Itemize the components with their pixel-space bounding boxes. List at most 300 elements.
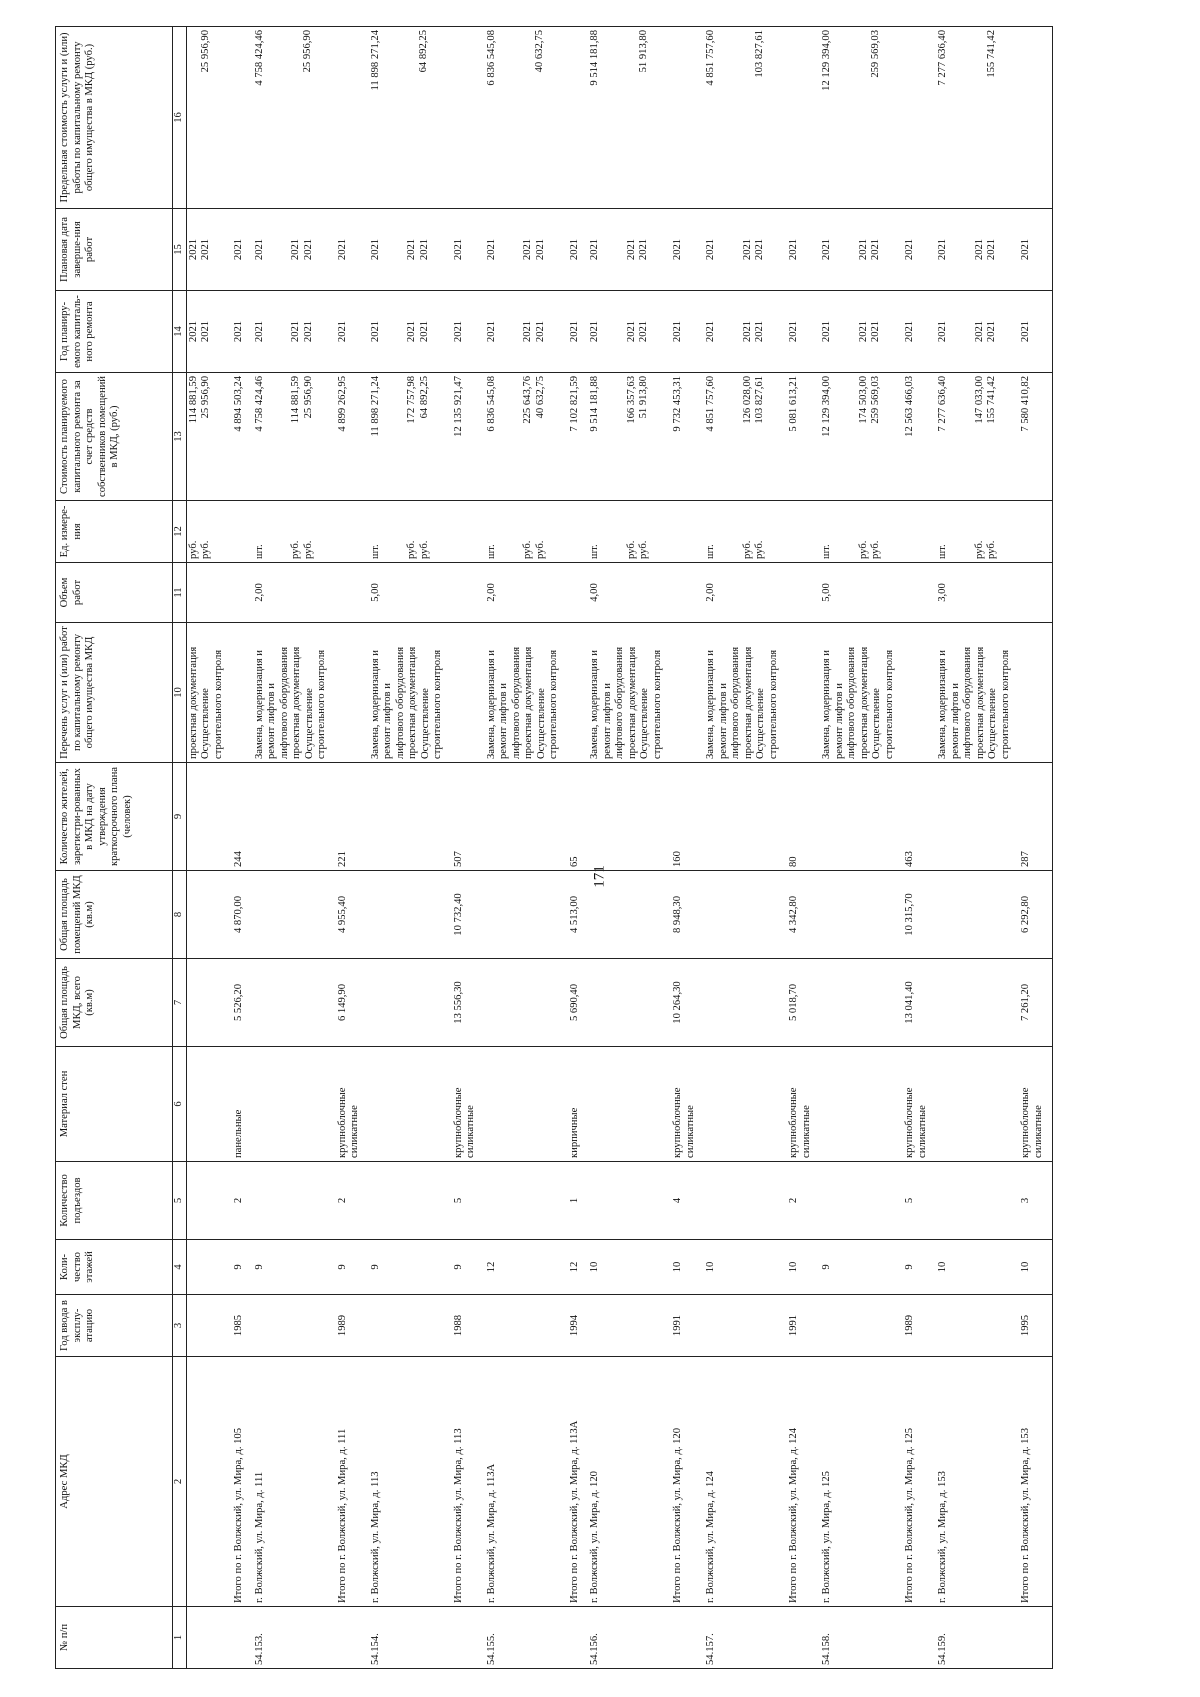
planned-cost-line: 114 881,59 (187, 376, 199, 424)
unit-line (394, 504, 406, 559)
unit-line: руб. (857, 540, 869, 559)
planned-year (903, 291, 930, 373)
work-list-line: лифтового оборудования (730, 646, 741, 759)
row-number (787, 1607, 814, 1669)
completion-year-line: 2021 (986, 238, 997, 261)
limit-cost (704, 27, 781, 209)
column-number: 11 (173, 563, 187, 623)
limit-cost-line (278, 30, 290, 205)
work-list (232, 623, 247, 763)
planned-year (485, 291, 562, 373)
limit-cost-line (522, 30, 534, 205)
planned-cost-line (883, 376, 895, 497)
work-list-line: строительного контроля (212, 649, 224, 759)
limit-cost-line (788, 30, 800, 205)
work-list (568, 623, 583, 763)
column-number: 14 (173, 291, 187, 373)
work-list-line: Осуществление (871, 688, 882, 759)
work-list (820, 623, 897, 763)
planned-year-line (950, 294, 962, 369)
completion-year-line (950, 212, 962, 287)
planned-cost-line (394, 376, 406, 497)
work-list (671, 623, 698, 763)
planned-year-line (498, 294, 510, 369)
entrances-count (485, 1162, 562, 1240)
planned-year-line (718, 294, 730, 369)
completion-year-line (278, 212, 290, 287)
limit-cost (186, 27, 226, 209)
premises-area: 8 948,30 (671, 871, 698, 959)
planned-year-line (266, 294, 278, 369)
work-list-line: лифтового оборудования (846, 646, 857, 759)
work-volume (903, 563, 930, 623)
wall-material (485, 1047, 562, 1162)
limit-cost-line: 25 956,90 (302, 30, 313, 73)
completion-year-line: 2021 (452, 238, 464, 261)
column-header: Ед. измере-ния (56, 501, 173, 563)
work-list-line: Замена, модернизация и (253, 650, 265, 759)
planned-cost (903, 373, 930, 501)
planned-cost-line (730, 376, 742, 497)
work-list-line: Замена, модернизация и (485, 650, 497, 759)
planned-cost-line: 225 643,76 (522, 376, 533, 424)
table-row (704, 27, 781, 1669)
completion-year (671, 209, 698, 291)
wall-material: крупноблочные силикатные (903, 1047, 930, 1162)
spacer-cell (1046, 373, 1053, 501)
limit-cost-line (431, 30, 443, 205)
work-list (336, 623, 363, 763)
limit-cost (787, 27, 814, 209)
work-list (936, 623, 1013, 763)
work-list-line: Замена, модернизация и (821, 650, 832, 759)
completion-year-line: 2021 (937, 238, 948, 261)
floors-count: 9 (903, 1240, 930, 1295)
floors-count: 10 (1019, 1240, 1046, 1295)
unit-line: руб. (870, 540, 881, 559)
completion-year (568, 209, 583, 291)
work-volume (452, 563, 479, 623)
unit (671, 501, 698, 563)
planned-year-line: 2021 (672, 320, 683, 343)
planned-cost (936, 373, 1013, 501)
commission-year (369, 1295, 446, 1357)
floors-count: 9 (820, 1240, 897, 1295)
work-volume-line: 3,00 (937, 583, 948, 602)
planned-year-line: 2021 (290, 320, 301, 343)
address: Итого по г. Волжский, ул. Мира, д. 153 (1019, 1357, 1046, 1607)
column-header: Общая площадь помещений МКД (кв.м) (56, 871, 173, 959)
completion-year-line: 2021 (741, 238, 753, 261)
column-header: Год планиру-емого капиталь-ного ремонта (56, 291, 173, 373)
planned-cost-line: 114 881,59 (290, 376, 301, 424)
planned-cost-line: 259 569,03 (870, 376, 881, 424)
total-area (704, 959, 781, 1047)
work-volume (671, 563, 698, 623)
column-header: Год ввода в эксплу-атацию (56, 1295, 173, 1357)
planned-year-line: 2021 (904, 320, 915, 343)
completion-year (485, 209, 562, 291)
completion-year-line: 2021 (754, 238, 765, 261)
planned-cost-line: 12 135 921,47 (452, 376, 464, 437)
limit-cost-line (315, 30, 327, 205)
work-list-line: проектная документация (974, 646, 986, 759)
work-list-line: проектная документация (407, 646, 418, 759)
commission-year: 1995 (1019, 1295, 1046, 1357)
limit-cost (568, 27, 583, 209)
completion-year-line: 2021 (625, 238, 637, 261)
limit-cost-line (453, 30, 465, 205)
completion-year-line (213, 212, 225, 287)
unit-line (498, 504, 510, 559)
column-number: 5 (173, 1162, 187, 1240)
entrances-count (936, 1162, 1013, 1240)
planned-cost (369, 373, 446, 501)
planned-year (671, 291, 698, 373)
planned-cost-line: 11 898 271,24 (369, 376, 381, 437)
completion-year-line: 2021 (788, 238, 799, 261)
planned-year-line: 2021 (973, 320, 985, 343)
limit-cost-line (266, 30, 278, 205)
column-number: 4 (173, 1240, 187, 1295)
total-area: 5 526,20 (232, 959, 247, 1047)
spacer-cell (1046, 623, 1053, 763)
completion-year-line: 2021 (302, 238, 314, 261)
completion-year-line (730, 212, 742, 287)
limit-cost-line (406, 30, 418, 205)
floors-count: 9 (452, 1240, 479, 1295)
address: г. Волжский, ул. Мира, д. 125 (820, 1357, 897, 1607)
total-area (369, 959, 446, 1047)
limit-cost-line (614, 30, 626, 205)
premises-area: 4 870,00 (232, 871, 247, 959)
work-list-line: строительного контроля (548, 649, 559, 759)
planned-cost-line (382, 376, 394, 497)
floors-count: 10 (588, 1240, 665, 1295)
planned-cost-line: 9 514 181,88 (589, 376, 600, 432)
limit-cost-line: 51 913,80 (637, 30, 649, 73)
unit (936, 501, 1013, 563)
wall-material: панельные (232, 1047, 247, 1162)
limit-cost-line (188, 30, 200, 205)
work-list-line: Осуществление (419, 688, 431, 759)
limit-cost (588, 27, 665, 209)
planned-cost-line (950, 376, 962, 497)
work-list-line: лифтового оборудования (962, 646, 973, 759)
unit-line: шт. (369, 544, 381, 559)
planned-cost-line: 25 956,90 (200, 376, 211, 419)
commission-year (588, 1295, 665, 1357)
unit-line: шт. (821, 544, 832, 559)
entrances-count: 2 (232, 1162, 247, 1240)
unit-line: руб. (302, 540, 314, 559)
completion-year-line (718, 212, 730, 287)
row-number: 54.158. (820, 1607, 897, 1669)
completion-year-line (614, 212, 626, 287)
entrances-count: 5 (452, 1162, 479, 1240)
planned-year-line: 2021 (589, 320, 600, 343)
total-area: 5 018,70 (787, 959, 814, 1047)
work-list-line: лифтового оборудования (510, 646, 522, 759)
completion-year (232, 209, 247, 291)
limit-cost (253, 27, 330, 209)
planned-year-line: 2021 (986, 320, 997, 343)
planned-cost-line: 12 563 466,03 (904, 376, 915, 437)
row-number (671, 1607, 698, 1669)
residents-count (369, 763, 446, 871)
limit-cost (671, 27, 698, 209)
planned-cost-line (651, 376, 663, 497)
work-list-line: лифтового оборудования (278, 646, 290, 759)
work-list-line: ремонт лифтов и (833, 683, 845, 759)
floors-count: 9 (369, 1240, 446, 1295)
work-list (787, 623, 814, 763)
work-volume (336, 563, 363, 623)
floors-count: 9 (336, 1240, 363, 1295)
completion-year-line: 2021 (522, 238, 533, 261)
completion-year-line (547, 212, 559, 287)
limit-cost-line (950, 30, 962, 205)
planned-year-line (962, 294, 974, 369)
unit (369, 501, 446, 563)
table-row (588, 27, 665, 1669)
planned-cost (253, 373, 330, 501)
row-number (1019, 1607, 1046, 1669)
completion-year (186, 209, 226, 291)
wall-material: крупноблочные силикатные (1019, 1047, 1046, 1162)
unit-line: руб. (741, 540, 753, 559)
address: г. Волжский, ул. Мира, д. 111 (253, 1357, 330, 1607)
planned-year (568, 291, 583, 373)
completion-year-line: 2021 (534, 238, 546, 261)
work-list (452, 623, 479, 763)
planned-year (704, 291, 781, 373)
planned-year-line (431, 294, 443, 369)
planned-cost-line (278, 376, 290, 497)
planned-year-line: 2021 (741, 320, 753, 343)
planned-cost-line (602, 376, 614, 497)
completion-year-line: 2021 (672, 238, 683, 261)
limit-cost-line (846, 30, 858, 205)
work-volume (588, 563, 665, 623)
completion-year-line: 2021 (336, 238, 348, 261)
completion-year (820, 209, 897, 291)
unit-line (718, 504, 730, 559)
planned-year-line: 2021 (705, 320, 716, 343)
column-number: 8 (173, 871, 187, 959)
work-list-line: ремонт лифтов и (949, 683, 961, 759)
completion-year-line: 2021 (485, 238, 497, 261)
limit-cost-line: 12 129 394,00 (821, 30, 832, 91)
premises-area: 4 513,00 (568, 871, 583, 959)
row-number: 54.154. (369, 1607, 446, 1669)
limit-cost-line (672, 30, 684, 205)
row-number: 54.157. (704, 1607, 781, 1669)
total-area (253, 959, 330, 1047)
work-list-line: строительного контроля (999, 649, 1011, 759)
unit (787, 501, 814, 563)
limit-cost-line (974, 30, 986, 205)
planned-cost-line: 40 632,75 (534, 376, 546, 419)
completion-year-line: 2021 (857, 238, 869, 261)
column-header: Количество жителей, зарегистри-рованных в МКД на дату утверждения краткосрочного плана (человек) (56, 763, 173, 871)
planned-cost (787, 373, 814, 501)
address: Итого по г. Волжский, ул. Мира, д. 124 (787, 1357, 814, 1607)
column-header: Объем работ (56, 563, 173, 623)
planned-cost-line (999, 376, 1011, 497)
commission-year (253, 1295, 330, 1357)
premises-area: 6 292,80 (1019, 871, 1046, 959)
row-number: 54.156. (588, 1607, 665, 1669)
table-row (820, 27, 897, 1669)
completion-year-line: 2021 (369, 238, 381, 261)
limit-cost (369, 27, 446, 209)
planned-cost (1019, 373, 1046, 501)
planned-year-line: 2021 (754, 320, 765, 343)
work-volume-line: 2,00 (485, 583, 497, 602)
planned-cost-line (834, 376, 846, 497)
wall-material: крупноблочные силикатные (671, 1047, 698, 1162)
planned-cost-line (962, 376, 974, 497)
work-list-line: проектная документация (742, 646, 754, 759)
work-list-line: Замена, модернизация и (705, 650, 716, 759)
planned-cost-line: 4 894 503,24 (233, 376, 244, 432)
limit-cost-line (650, 30, 662, 205)
spacer-cell (1046, 209, 1053, 291)
completion-year (588, 209, 665, 291)
work-list-line: проектная документация (626, 646, 638, 759)
planned-cost (588, 373, 665, 501)
work-list-line: Осуществление (755, 688, 766, 759)
column-number: 1 (173, 1607, 187, 1669)
planned-cost (704, 373, 781, 501)
total-area (936, 959, 1013, 1047)
planned-year (232, 291, 247, 373)
work-volume (704, 563, 781, 623)
column-header: Материал стен (56, 1047, 173, 1162)
work-list (253, 623, 330, 763)
work-list (903, 623, 930, 763)
planned-cost (485, 373, 562, 501)
spacer-cell (1046, 1240, 1053, 1295)
column-number: 15 (173, 209, 187, 291)
column-header: Плановая дата заверше-ния работ (56, 209, 173, 291)
planned-cost-line (547, 376, 559, 497)
residents-count: 287 (1019, 763, 1046, 871)
planned-cost-line: 7 580 410,82 (1020, 376, 1031, 432)
total-area: 6 149,90 (336, 959, 363, 1047)
planned-cost-line (510, 376, 522, 497)
column-header: № п/п (56, 1607, 173, 1669)
work-list (1019, 623, 1046, 763)
work-list-line: Осуществление (535, 688, 547, 759)
planned-year-line: 2021 (485, 320, 497, 343)
total-area (186, 959, 226, 1047)
planned-year-line (547, 294, 559, 369)
spacer-cell (1046, 1607, 1053, 1669)
row-number: 54.155. (485, 1607, 562, 1669)
spacer-cell (1046, 563, 1053, 623)
work-list-line: строительного контроля (883, 649, 895, 759)
unit-line (315, 504, 327, 559)
wall-material (186, 1047, 226, 1162)
total-area: 10 264,30 (671, 959, 698, 1047)
floors-count: 10 (671, 1240, 698, 1295)
work-list-line: строительного контроля (432, 649, 443, 759)
work-list-line: Осуществление (639, 688, 650, 759)
limit-cost-line: 9 514 181,88 (589, 30, 600, 86)
commission-year: 1994 (568, 1295, 583, 1357)
total-area: 13 556,30 (452, 959, 479, 1047)
limit-cost (936, 27, 1013, 209)
wall-material: кирпичные (568, 1047, 583, 1162)
planned-year (820, 291, 897, 373)
planned-cost (820, 373, 897, 501)
work-volume-line: 2,00 (705, 583, 716, 602)
spacer-cell (1046, 1162, 1053, 1240)
limit-cost (485, 27, 562, 209)
residents-count: 244 (232, 763, 247, 871)
completion-year-line (431, 212, 443, 287)
unit-line (651, 504, 663, 559)
work-list-line: проектная документация (523, 646, 534, 759)
residents-count (253, 763, 330, 871)
planned-cost-line: 6 836 545,08 (485, 376, 497, 432)
wall-material (704, 1047, 781, 1162)
address: Итого по г. Волжский, ул. Мира, д. 120 (671, 1357, 698, 1607)
unit (820, 501, 897, 563)
planned-year (336, 291, 363, 373)
limit-cost (903, 27, 930, 209)
premises-area: 4 342,80 (787, 871, 814, 959)
planned-cost-line: 64 892,25 (418, 376, 430, 419)
completion-year-line: 2021 (568, 238, 580, 261)
row-number (452, 1607, 479, 1669)
planned-cost (232, 373, 247, 501)
work-volume (787, 563, 814, 623)
limit-cost-line: 25 956,90 (199, 30, 211, 73)
table-row (1019, 27, 1046, 1669)
completion-year (336, 209, 363, 291)
planned-cost-line: 172 757,98 (406, 376, 417, 424)
unit (485, 501, 562, 563)
address (186, 1357, 226, 1607)
premises-area (820, 871, 897, 959)
spacer-cell (1046, 1357, 1053, 1607)
entrances-count (253, 1162, 330, 1240)
limit-cost (232, 27, 247, 209)
residents-count (186, 763, 226, 871)
unit-line (547, 504, 559, 559)
completion-year-line: 2021 (821, 238, 832, 261)
address: г. Волжский, ул. Мира, д. 153 (936, 1357, 1013, 1607)
column-number-row (173, 27, 187, 1669)
work-list-line: Замена, модернизация и (937, 650, 948, 759)
table-row (232, 27, 247, 1669)
wall-material (369, 1047, 446, 1162)
wall-material (820, 1047, 897, 1162)
entrances-count: 1 (568, 1162, 583, 1240)
column-header: Адрес МКД (56, 1357, 173, 1607)
table-row (452, 27, 479, 1669)
floors-count: 9 (232, 1240, 247, 1295)
table-row (568, 27, 583, 1669)
unit-line (602, 504, 614, 559)
work-list-line: Осуществление (987, 688, 998, 759)
limit-cost-line: 6 836 545,08 (485, 30, 497, 86)
floors-count: 10 (787, 1240, 814, 1295)
completion-year (1019, 209, 1046, 291)
